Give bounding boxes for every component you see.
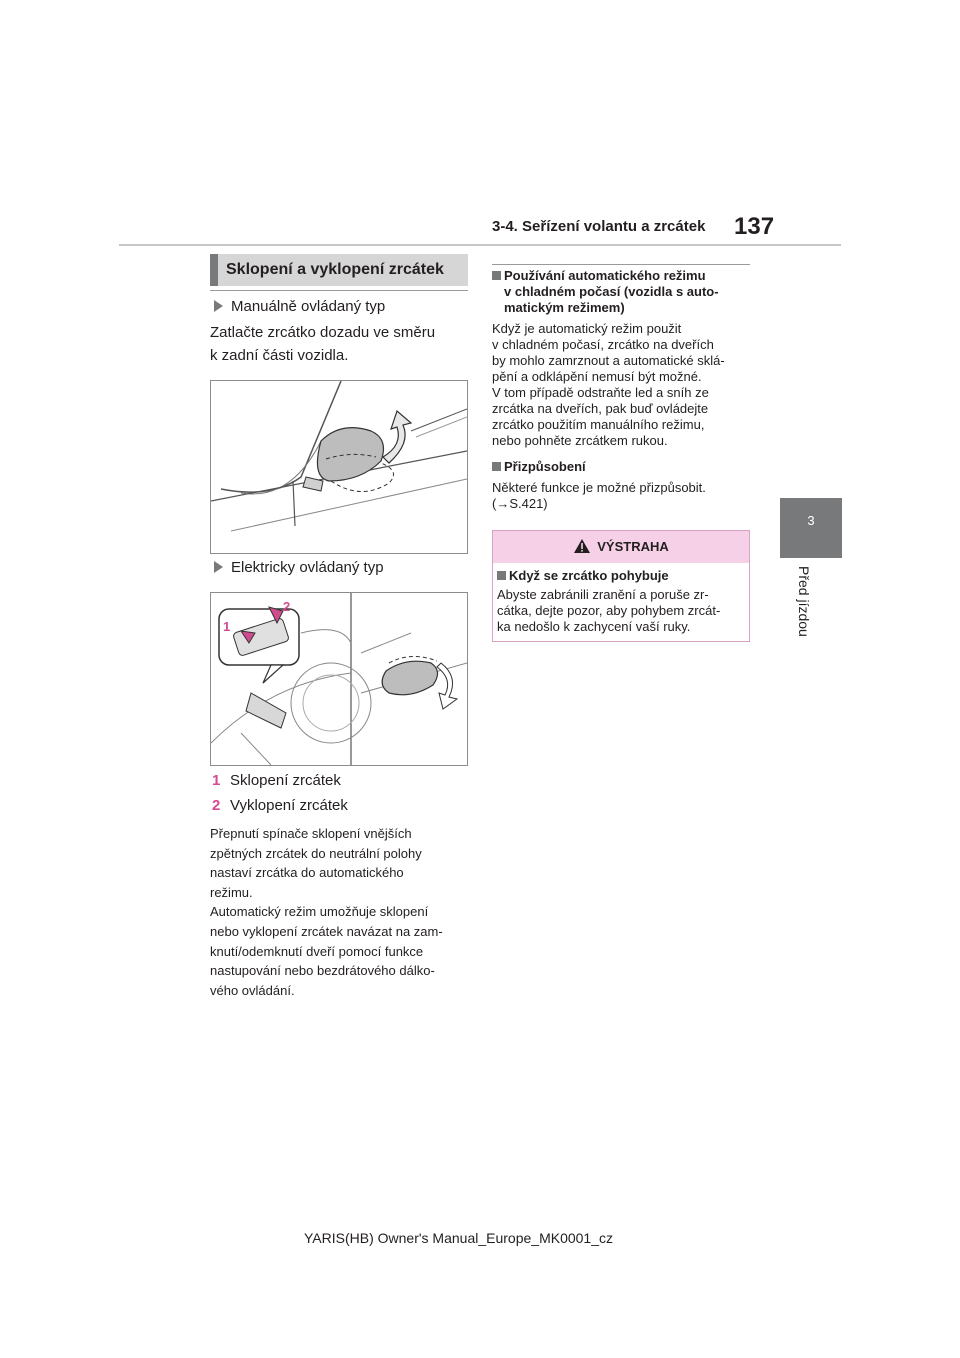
page-reference-link[interactable]: (→S.421): [492, 496, 548, 511]
column-rule: [492, 264, 750, 265]
section-heading: Sklopení a vyklopení zrcátek: [210, 254, 468, 286]
square-bullet-icon: [492, 271, 501, 280]
chapter-label: Před jízdou: [796, 566, 812, 637]
square-bullet-icon: [492, 462, 501, 471]
electric-mirror-illustration: [210, 592, 468, 766]
manual-mirror-illustration: [210, 380, 468, 554]
warning-triangle-icon: [573, 538, 591, 554]
manual-text-line: Zatlačte zrcátko dozadu ve směru: [210, 324, 436, 341]
warning-header: VÝSTRAHA: [493, 531, 749, 563]
chapter-number: 3: [807, 513, 815, 528]
customization-text: Některé funkce je možné přizpůsobit. (→S.421): [492, 480, 706, 511]
footer-manual-id: YARIS(HB) Owner's Manual_Europe_MK0001_cz: [304, 1230, 613, 1246]
mode-description: Přepnutí spínače sklopení vnějších zpětných zrcátek do neutrální polohy nastaví zrcátka do automatického režimu. Automatický režim umožňuje sklopení nebo vyklopení zrcátek navázat na zam- knutí/odemknutí dveří pomocí funkce nastupování nebo bezdrátového dálko- vého ovládání.: [210, 826, 443, 998]
manual-text-line: k zadní části vozidla.: [210, 347, 349, 364]
customization-heading: Přizpůsobení: [492, 459, 586, 474]
cold-weather-text: Když je automatický režim použit v chladném počasí, zrcátko na dveřích by mohlo zamrznout a automatické sklá- pění a odklápění nemusí být možné. V tom případě odstraňte led a sníh ze zrcátka na dveřích, pak buď ovládejte zrcátko použitím manuálního režimu, nebo pohněte zrcátkem rukou.: [492, 321, 725, 448]
mirror-fold-icon: [211, 381, 467, 553]
header-divider: [119, 244, 841, 246]
page-number: 137: [734, 213, 775, 240]
figure-label-2: 2: [283, 599, 291, 614]
warning-text: Abyste zabránili zranění a poruše zr- cátka, dejte pozor, aby pohybem zrcát- ka nedošlo k zachycení vaší ruky.: [497, 587, 721, 634]
manual-type-heading: Manuálně ovládaný typ: [214, 296, 385, 318]
triangle-bullet-icon: [214, 561, 223, 573]
figure-label-1: 1: [223, 619, 231, 634]
cold-weather-heading: Používání automatického režimu v chladném počasí (vozidla s auto- matickým režimem): [492, 268, 719, 316]
list-item: 1 Sklopení zrcátek: [212, 772, 341, 789]
triangle-bullet-icon: [214, 300, 223, 312]
warning-subheading: Když se zrcátko pohybuje: [497, 568, 745, 583]
section-title: 3-4. Seřízení volantu a zrcátek: [492, 218, 706, 235]
section-heading-rule: [210, 290, 468, 291]
square-bullet-icon: [497, 571, 506, 580]
electric-type-heading: Elektricky ovládaný typ: [214, 557, 384, 579]
warning-box: [492, 530, 750, 642]
list-item: 2 Vyklopení zrcátek: [212, 797, 348, 814]
chapter-tab[interactable]: [780, 498, 842, 558]
mirror-switch-icon: [211, 593, 467, 765]
